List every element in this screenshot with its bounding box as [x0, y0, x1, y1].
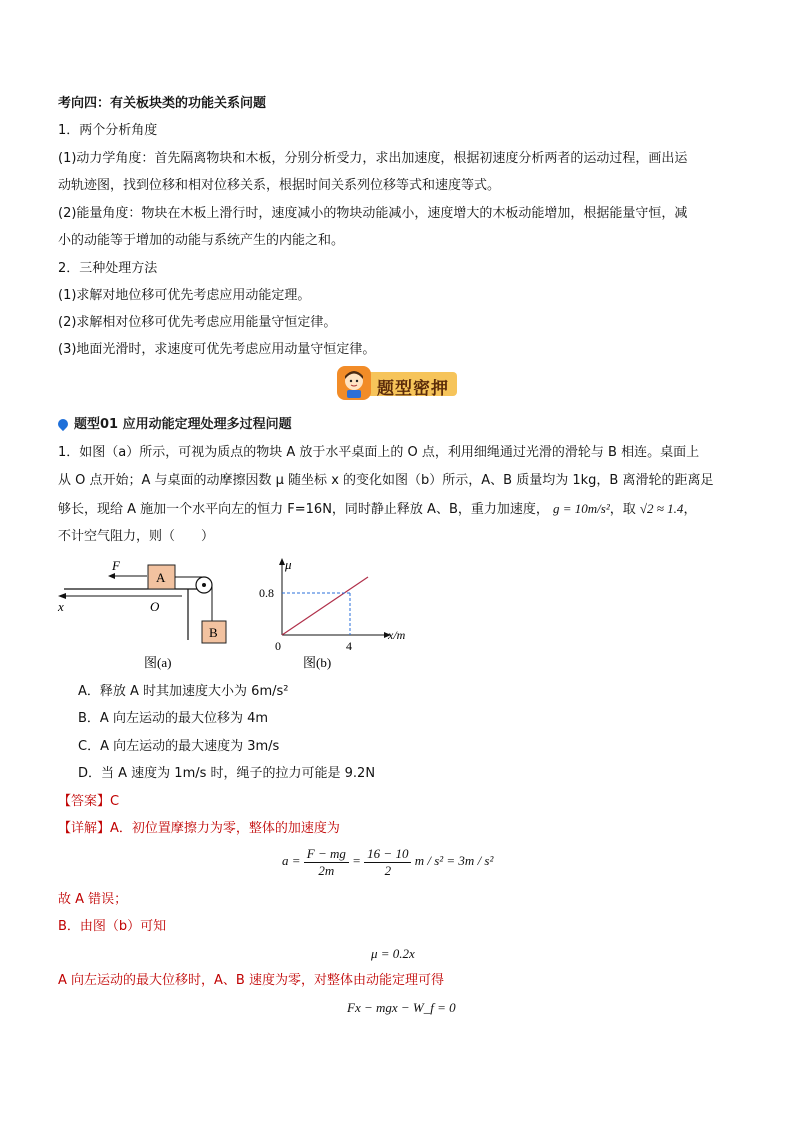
detail-b2: A 向左运动的最大位移时，A、B 速度为零，对整体由动能定理可得 [58, 973, 444, 988]
y-tick-label: 0.8 [259, 586, 274, 600]
part1-para1-line1: (1)动力学角度：首先隔离物块和木板，分别分析受力，求出加速度，根据初速度分析两者的运动过程，画出运 [58, 151, 688, 166]
mu-line [282, 577, 368, 635]
block-a-label: A [156, 570, 166, 585]
part1-para2-line1: (2)能量角度：物块在木板上滑行时，速度减小的物块动能减小，速度增大的木板动能增加，根据能量守恒，减 [58, 206, 688, 221]
question-line-3-mid: ，取 [609, 502, 636, 517]
option-b: B．A 向左运动的最大位移为 4m [78, 711, 269, 726]
detail-b: B．由图（b）可知 [58, 919, 167, 934]
detail-a-line [58, 820, 340, 838]
figure-b-caption: 图(b) [303, 655, 332, 670]
part1-para2-line2: 小的动能等于增加的动能与系统产生的内能之和。 [58, 233, 345, 248]
part2-title: 2．三种处理方法 [58, 261, 158, 276]
force-label: F [112, 558, 120, 573]
badge-label: 题型密押 [377, 379, 449, 399]
option-c: C．A 向左运动的最大速度为 3m/s [78, 739, 280, 754]
x-tick-label: 4 [346, 639, 352, 653]
block-b-label: B [209, 625, 218, 640]
question-line-3 [58, 500, 696, 519]
figure-a-caption: 图(a) [144, 655, 172, 670]
question-line-3-text: 够长，现给 A 施加一个水平向左的恒力 F=16N，同时静止释放 A、B，重力加速度， [58, 502, 549, 517]
x-axis-label: x [58, 599, 64, 614]
type-heading [58, 416, 292, 434]
fraction-2-denominator: 2 [384, 862, 392, 878]
section-title: 考向四：有关板块类的功能关系问题 [58, 96, 267, 111]
question-line-1: 1．如图（a）所示，可视为质点的物块 A 放于水平桌面上的 O 点，利用细绳通过光滑的滑轮与 B 相连。桌面上 [58, 445, 700, 460]
location-pin-icon [56, 417, 70, 431]
question-line-3-end: ， [683, 502, 697, 517]
sqrt-approx: √2 ≈ 1.4 [639, 501, 684, 516]
method-3: (3)地面光滑时，求速度可优先考虑应用动量守恒定律。 [58, 342, 376, 357]
origin-label: O [150, 599, 160, 614]
force-arrowhead [108, 573, 115, 579]
conclusion-a: 故 A 错误； [58, 892, 128, 907]
formula-1 [282, 844, 493, 879]
gravity-value: g = 10m/s² [553, 501, 610, 516]
method-2: (2)求解相对位移可优先考虑应用能量守恒定律。 [58, 315, 337, 330]
answer: 【答案】C [58, 794, 120, 809]
figure-b [255, 553, 425, 670]
fraction-2 [364, 846, 411, 879]
fraction-1 [304, 846, 349, 879]
option-d: D．当 A 速度为 1m/s 时，绳子的拉力可能是 9.2N [78, 766, 376, 781]
fraction-2-numerator: 16 − 10 [364, 846, 411, 863]
formula-2: μ = 0.2x [371, 946, 415, 961]
type-heading-text: 题型01 应用动能定理处理多过程问题 [74, 417, 292, 432]
formula-1-equals: = [352, 853, 361, 868]
formula-1-tail: m / s² = 3m / s² [414, 853, 494, 868]
y-axis-label: μ [285, 557, 292, 572]
question-line-2: 从 O 点开始；A 与桌面的动摩擦因数 μ 随坐标 x 的变化如图（b）所示，A、B 质量均为 1kg，B 离滑轮的距离足 [58, 473, 714, 488]
option-a: A．释放 A 时其加速度大小为 6m/s² [78, 684, 289, 699]
fraction-1-denominator: 2m [318, 862, 335, 878]
part1-para1-line2: 动轨迹图，找到位移和相对位移关系，根据时间关系列位移等式和速度等式。 [58, 178, 501, 193]
formula-1-lhs: a = [282, 853, 301, 868]
part1-title: 1．两个分析角度 [58, 123, 158, 138]
formula-3: Fx − mgx − W_f = 0 [347, 1000, 456, 1015]
method-1: (1)求解对地位移可优先考虑应用动能定理。 [58, 288, 311, 303]
detail-prefix: 【详解】 [58, 821, 111, 836]
x-axis-label: x/m [388, 628, 406, 642]
fraction-1-numerator: F − mg [304, 846, 349, 863]
type-badge [337, 366, 459, 402]
question-line-4: 不计空气阻力，则（ ） [58, 529, 215, 544]
pulley-axle [202, 583, 206, 587]
detail-a-text: A．初位置摩擦力为零，整体的加速度为 [110, 821, 340, 836]
teacher-icon [337, 366, 371, 400]
figure-a [52, 555, 242, 670]
origin-label: 0 [275, 639, 281, 653]
